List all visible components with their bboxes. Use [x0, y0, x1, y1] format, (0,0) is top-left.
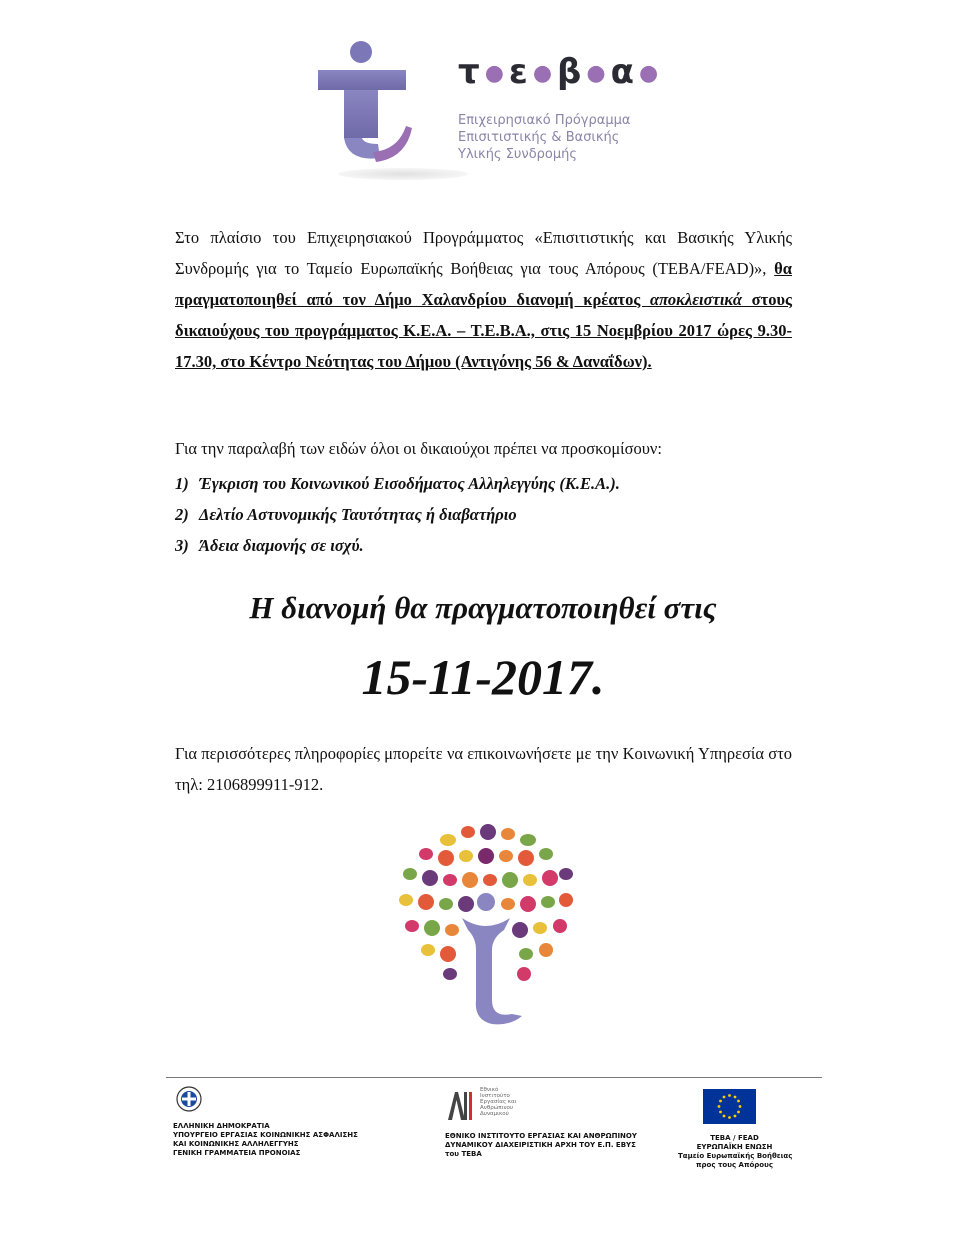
teba-wordmark: τ ● ε ● β ● α ●	[458, 52, 660, 92]
footer-institute-line: ΔΥΝΑΜΙΚΟΥ ΔΙΑΧΕΙΡΙΣΤΙΚΗ ΑΡΧΗ ΤΟΥ Ε.Π. ΕΒΥΣ	[445, 1141, 636, 1149]
tree-figure	[462, 893, 522, 1024]
footer-ministry-line: ΚΑΙ ΚΟΙΝΩΝΙΚΗΣ ΑΛΛΗΛΕΓΓΥΗΣ	[173, 1140, 299, 1148]
contact-paragraph: Για περισσότερες πληροφορίες μπορείτε να επικοινωνήσετε με την Κοινωνική Υπηρεσία στο τηλ: 2106899911-912.	[175, 744, 792, 794]
teba-subtitle-line: Επιχειρησιακό Πρόγραμμα	[458, 113, 631, 128]
tree-illustration	[388, 822, 583, 1027]
footer-eu	[678, 1134, 791, 1170]
greek-emblem-icon	[176, 1086, 202, 1112]
eiead-logo-text: Εθνικό Ινστιτούτο Εργασίας και Ανθρώπινου Δυναμικού	[480, 1087, 517, 1117]
requirement-item: 2) Δελτίο Αστυνομικής Ταυτότητας ή διαβατήριο	[175, 505, 517, 524]
footer-institute-line: του ΤΕΒΑ	[445, 1150, 482, 1158]
footer-ministry	[173, 1122, 358, 1158]
intro-bold-text: θα πραγματοποιηθεί από τον Δήμο Χαλανδρίου διανομή κρέατος	[175, 259, 792, 309]
footer-ministry-line: ΓΕΝΙΚΗ ΓΡΑΜΜΑΤΕΙΑ ΠΡΟΝΟΙΑΣ	[173, 1149, 301, 1157]
distribution-headline: Η διανομή θα πραγματοποιηθεί στις	[249, 590, 717, 625]
teba-subtitle	[458, 112, 630, 163]
requirements-intro: Για την παραλαβή των ειδών όλοι οι δικαιούχοι πρέπει να προσκομίσουν:	[175, 439, 662, 458]
eu-flag-icon	[703, 1089, 756, 1124]
teba-logo-mark	[318, 40, 458, 170]
footer-eu-line: προς τους Απόρους	[696, 1161, 773, 1169]
intro-bold-italic-text: αποκλειστικά	[650, 290, 742, 309]
footer-eu-line: ΤΕΒΑ / FEAD	[710, 1134, 759, 1142]
teba-subtitle-line: Υλικής Συνδρομής	[458, 147, 577, 162]
footer-ministry-line: ΥΠΟΥΡΓΕΙΟ ΕΡΓΑΣΙΑΣ ΚΟΙΝΩΝΙΚΗΣ ΑΣΦΑΛΙΣΗΣ	[173, 1131, 358, 1139]
eiead-logo-icon	[446, 1088, 474, 1122]
teba-subtitle-line: Επισιτιστικής & Βασικής	[458, 130, 620, 145]
teba-logo	[318, 40, 663, 185]
intro-bold-text-2: στους δικαιούχους του προγράμματος Κ.Ε.Α. – Τ.Ε.Β.Α., στις 15 Νοεμβρίου 2017 ώρες 9.30- 17.30, στο Κέντρο Νεότητας του Δήμου (Αντιγόνης 56 & Δαναΐδων).	[175, 290, 792, 371]
requirement-item: 1) Έγκριση του Κοινωνικού Εισοδήματος Αλληλεγγύης (Κ.Ε.Α.).	[175, 474, 620, 493]
logo-shadow	[338, 168, 468, 180]
distribution-date: 15-11-2017.	[361, 649, 605, 705]
intro-text: Στο πλαίσιο του Επιχειρησιακού Προγράμματος «Επισιτιστικής και Βασικής Υλικής Συνδρομής για το Ταμείο Ευρωπαϊκής Βοήθειας για τους Απόρους (ΤΕΒΑ/FEAD)»,	[175, 228, 792, 278]
footer-institute-line: ΕΘΝΙΚΟ ΙΝΣΤΙΤΟΥΤΟ ΕΡΓΑΣΙΑΣ ΚΑΙ ΑΝΘΡΩΠΙΝΟΥ	[445, 1132, 637, 1140]
requirements-list	[175, 468, 792, 561]
announcement-paragraph	[175, 222, 792, 377]
footer-eu-line: ΕΥΡΩΠΑΪΚΗ ΕΝΩΣΗ	[696, 1143, 773, 1151]
footer-divider	[166, 1077, 822, 1078]
footer-eu-line: Ταμείο Ευρωπαϊκής Βοήθειας	[678, 1152, 793, 1160]
footer-ministry-line: ΕΛΛΗΝΙΚΗ ΔΗΜΟΚΡΑΤΙΑ	[173, 1122, 270, 1130]
footer-institute	[445, 1132, 637, 1159]
requirement-item: 3) Άδεια διαμονής σε ισχύ.	[175, 536, 364, 555]
